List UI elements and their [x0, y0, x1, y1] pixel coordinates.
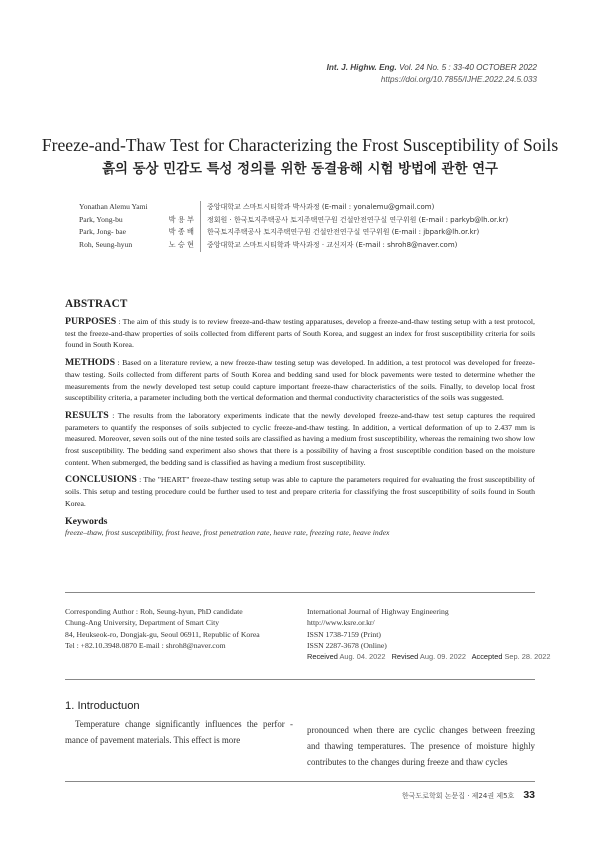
- journal-info-name: International Journal of Highway Engineering: [307, 607, 449, 616]
- abstract-purposes: [65, 316, 535, 351]
- title-english: Freeze-and-Thaw Test for Characterizing the Frost Susceptibility of Soils: [41, 135, 559, 155]
- intro-paragraph: Temperature change significantly influences the perfor -mance of pavement materials. This effect is more: [65, 719, 293, 746]
- revised-label: Revised: [391, 652, 419, 662]
- author-affiliation: 중앙대학교 스마트시티학과 박사과정 · 교신저자 (E-mail : shroh8@naver.com): [200, 239, 457, 252]
- abstract-methods: [65, 357, 535, 404]
- volume-info: Vol. 24 No. 5 : 33-40 OCTOBER 2022: [399, 63, 537, 72]
- page-number: 33: [523, 789, 535, 801]
- journal-dates: [307, 651, 551, 662]
- author-name-ko: [162, 201, 200, 214]
- corr-line: 84, Heukseok-ro, Dongjak-gu, Seoul 06911, Republic of Korea: [65, 629, 260, 639]
- author-name-en: Park, Yong-bu: [79, 214, 123, 224]
- intro-paragraph-continued: pronounced when there are cyclic changes between freezing and thawing temperatures. The presence of moisture highly contributes to the changes during freeze and thaw cycles: [307, 725, 535, 768]
- abstract-label: METHODS: [65, 357, 116, 369]
- abstract-text: : The aim of this study is to review freeze-and-thaw testing apparatuses, develop a freeze-and-thaw testing setup with a test protocol, test the freeze-and-thaw properties of soils collected from different parts of South Korea, and suggest an index for frost susceptibility criteria for soils found in South Korea.: [65, 317, 535, 350]
- revised-date: Aug. 09. 2022: [419, 652, 466, 662]
- corr-line: Corresponding Author : Roh, Seung-hyun, PhD candidate: [65, 607, 243, 616]
- author-name-ko: 노 승 현: [168, 240, 194, 250]
- corresponding-author: [65, 606, 295, 651]
- author-name-en: Park, Jong- bae: [79, 227, 127, 237]
- author-row: [79, 226, 508, 239]
- author-affiliation: 정회원 · 한국토지주택공사 토지주택연구원 건설안전연구실 연구위원 (E-mail : parkyb@lh.or.kr): [200, 214, 508, 227]
- abstract-text: : The results from the laboratory experiments indicate that the newly developed freeze-and-thaw test setup captures the required parameters to quantify the responses of soils subjected to cyclic freeze-and-thaw testing. In addition, a vertical deformation of up to 2.437 mm is measured. Moreover, seven soils out of the nine tested soils are classified as having a medium frost susceptibility, whereas the remaining two show low frost susceptibility. The bedding sand experiment also shows that there is a possibility of having a frost susceptible condition based on the moisture content. When submerged, the bedding sand is classified as having a medium frost susceptibility.: [65, 410, 535, 467]
- divider-bottom: [65, 679, 535, 680]
- journal-info: [307, 606, 551, 662]
- accepted-label: Accepted: [471, 652, 503, 662]
- journal-info-url[interactable]: http://www.ksre.or.kr/: [307, 618, 375, 628]
- body-column-left: [65, 700, 293, 748]
- received-date: Aug. 04. 2022: [339, 652, 386, 662]
- received-label: Received: [307, 652, 338, 662]
- journal-info-issn-print: ISSN 1738-7159 (Print): [307, 629, 381, 639]
- author-name-ko: 박 종 배: [168, 227, 194, 237]
- footer-rule: [65, 781, 535, 782]
- title-korean: 흙의 동상 민감도 특성 정의를 위한 동결융해 시험 방법에 관한 연구: [102, 162, 498, 177]
- footer-journal-title: 한국도로학회 논문집 · 제24권 제5호: [401, 792, 515, 800]
- page-footer: [402, 789, 535, 801]
- abstract-section: [65, 298, 535, 537]
- abstract-text: : Based on a literature review, a new freeze-thaw testing setup was developed. In addition, a test protocol was developed for freeze-thaw testing. Soils collected from different parts of South Korea and bedding sand used for block pavements were tested to determine whether the measurements from the newly developed test setup could capture important freeze-thaw characteristics of the soils. Finally, to develop local frost susceptibility criteria, a parameter including both the vertical deformation and thermal conductivity characteristics of the soils was suggested.: [65, 358, 535, 403]
- corr-line: Chung-Ang University, Department of Smart City: [65, 618, 220, 628]
- author-name-ko: 박 용 부: [168, 214, 194, 224]
- author-affiliation: 중앙대학교 스마트시티학과 박사과정 (E-mail : yonalemu@gmail.com): [200, 201, 434, 214]
- abstract-label: CONCLUSIONS: [65, 474, 137, 486]
- corr-line: Tel : +82.10.3948.0870 E-mail : shroh8@naver.com: [65, 640, 226, 650]
- author-row: [79, 239, 508, 252]
- author-affiliation: 한국토지주택공사 토지주택연구원 건설안전연구실 연구위원 (E-mail : jbpark@lh.or.kr): [200, 226, 479, 239]
- abstract-conclusions: [65, 474, 535, 509]
- abstract-heading: ABSTRACT: [65, 298, 128, 310]
- intro-heading: 1. Introductuon: [65, 700, 140, 712]
- abstract-label: PURPOSES: [65, 316, 117, 327]
- journal-header: [327, 62, 537, 86]
- doi-link[interactable]: https://doi.org/10.7855/IJHE.2022.24.5.033: [380, 75, 537, 84]
- body-column-right: [307, 722, 535, 771]
- journal-info-issn-online: ISSN 2287-3678 (Online): [307, 640, 387, 650]
- abstract-results: [65, 410, 535, 469]
- divider-top: [65, 592, 535, 593]
- accepted-date: Sep. 28. 2022: [504, 652, 551, 662]
- author-name-en: Yonathan Alemu Yami: [79, 202, 148, 211]
- keywords-list: freeze–thaw, frost susceptibility, frost heave, frost penetration rate, heave rate, freezing rate, heave index: [65, 527, 390, 537]
- author-row: [79, 201, 508, 214]
- abstract-text: : The "HEART" freeze-thaw testing setup was able to capture the parameters required for evaluating the frost susceptibility of soils. This setup and testing procedure could be further used to test and prepare criteria for classifying the frost susceptibility of soils found in South Korea.: [65, 475, 535, 508]
- author-row: [79, 214, 508, 227]
- keywords-heading: Keywords: [65, 515, 108, 527]
- author-list: [79, 201, 508, 252]
- author-name-en: Roh, Seung-hyun: [79, 240, 133, 250]
- journal-name: Int. J. Highw. Eng.: [326, 63, 397, 72]
- abstract-label: RESULTS: [65, 409, 109, 421]
